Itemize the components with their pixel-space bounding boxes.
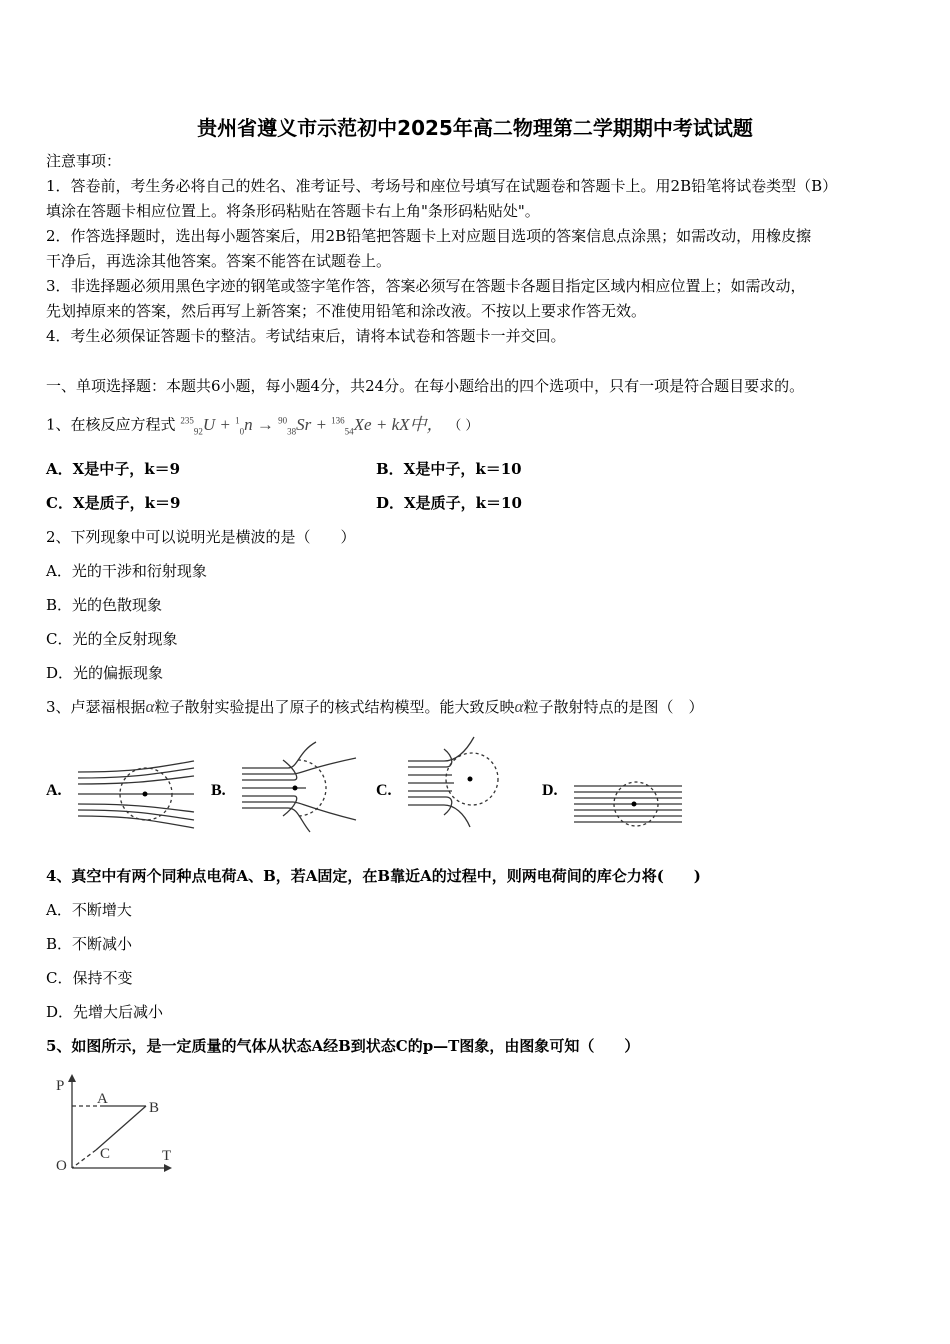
notice-line: 填涂在答题卡相应位置上。将条形码粘贴在答题卡右上角"条形码粘贴处"。 (46, 202, 540, 220)
origin-label: O (56, 1158, 67, 1174)
point-label-b: B (149, 1100, 160, 1116)
axis-label-t: T (162, 1148, 172, 1164)
q5-stem: 5、如图所示，是一定质量的气体从状态A经B到状态C的p—T图象，由图象可知（ ） (46, 1037, 640, 1055)
axis-label-p: P (56, 1078, 65, 1094)
q2-stem: 2、下列现象中可以说明光是横波的是（ ） (46, 528, 356, 546)
scattering-diagram-d (570, 780, 685, 830)
q3-label-a: A. (46, 782, 62, 799)
point-label-c: C (100, 1146, 111, 1162)
q4-option-b: B．不断减小 (46, 935, 133, 953)
q2-option-b: B．光的色散现象 (46, 596, 163, 614)
q3-stem: 3、卢瑟福根据α粒子散射实验提出了原子的核式结构模型。能大致反映α粒子散射特点的是图（ ） (46, 697, 704, 716)
q1-option-c: C．X是质子，k＝9 (46, 494, 181, 512)
q1-stem (46, 410, 478, 441)
notice-line: 3．非选择题必须用黑色字迹的钢笔或签字笔作答，答案必须写在答题卡各题目指定区域内相应位置上；如需改动， (46, 277, 806, 295)
answer-paren: （ ） (448, 418, 479, 434)
q1-option-b: B．X是中子，k＝10 (376, 460, 522, 478)
notice-line: 4．考生必须保证答题卡的整洁。考试结束后，请将本试卷和答题卡一并交回。 (46, 327, 566, 345)
notice-heading: 注意事项： (46, 152, 122, 170)
q4-stem: 4、真空中有两个同种点电荷A、B，若A固定，在B靠近A的过程中，则两电荷间的库仑力将( ) (46, 867, 701, 885)
q2-option-c: C．光的全反射现象 (46, 630, 178, 648)
q3-label-b: B. (211, 782, 226, 799)
q1-option-d: D．X是质子，k＝10 (376, 494, 522, 512)
scattering-diagram-c (404, 735, 504, 830)
nuclear-equation: $^{235}_{92}$U + $^1_0$n → $^{90}_{38}$Sr + $^{136}_{54}$Xe + kX中， (180, 414, 444, 437)
notice-line: 2．作答选择题时，选出每小题答案后，用2B铅笔把答题卡上对应题目选项的答案信息点涂黑；如需改动，用橡皮擦 (46, 227, 812, 245)
scattering-diagram-b (238, 740, 363, 835)
q4-option-c: C．保持不变 (46, 969, 133, 987)
notice-line: 1．答卷前，考生务必将自己的姓名、准考证号、考场号和座位号填写在试题卷和答题卡上。用2B铅笔将试卷类型（B） (46, 177, 838, 195)
q4-option-d: D．先增大后减小 (46, 1003, 164, 1021)
q2-option-d: D．光的偏振现象 (46, 664, 164, 682)
point-label-a: A (97, 1091, 108, 1107)
q3-label-c: C. (376, 782, 392, 799)
q4-option-a: A．不断增大 (46, 901, 132, 919)
notice-line: 先划掉原来的答案，然后再写上新答案；不准使用铅笔和涂改液。不按以上要求作答无效。 (46, 302, 647, 320)
q3-label-d: D. (542, 782, 558, 799)
notice-line: 干净后，再选涂其他答案。答案不能答在试题卷上。 (46, 252, 392, 270)
q1-option-a: A．X是中子，k＝9 (46, 460, 181, 478)
q2-option-a: A．光的干涉和衍射现象 (46, 562, 207, 580)
scattering-diagram-a (74, 758, 199, 833)
page-title: 贵州省遵义市示范初中2025年高二物理第二学期期中考试试题 (197, 116, 753, 140)
q1-stem-text: 1、在核反应方程式 (46, 415, 176, 434)
pt-graph (52, 1072, 182, 1177)
section-heading: 一、单项选择题：本题共6小题，每小题4分，共24分。在每小题给出的四个选项中，只有一项是符合题目要求的。 (46, 377, 805, 395)
